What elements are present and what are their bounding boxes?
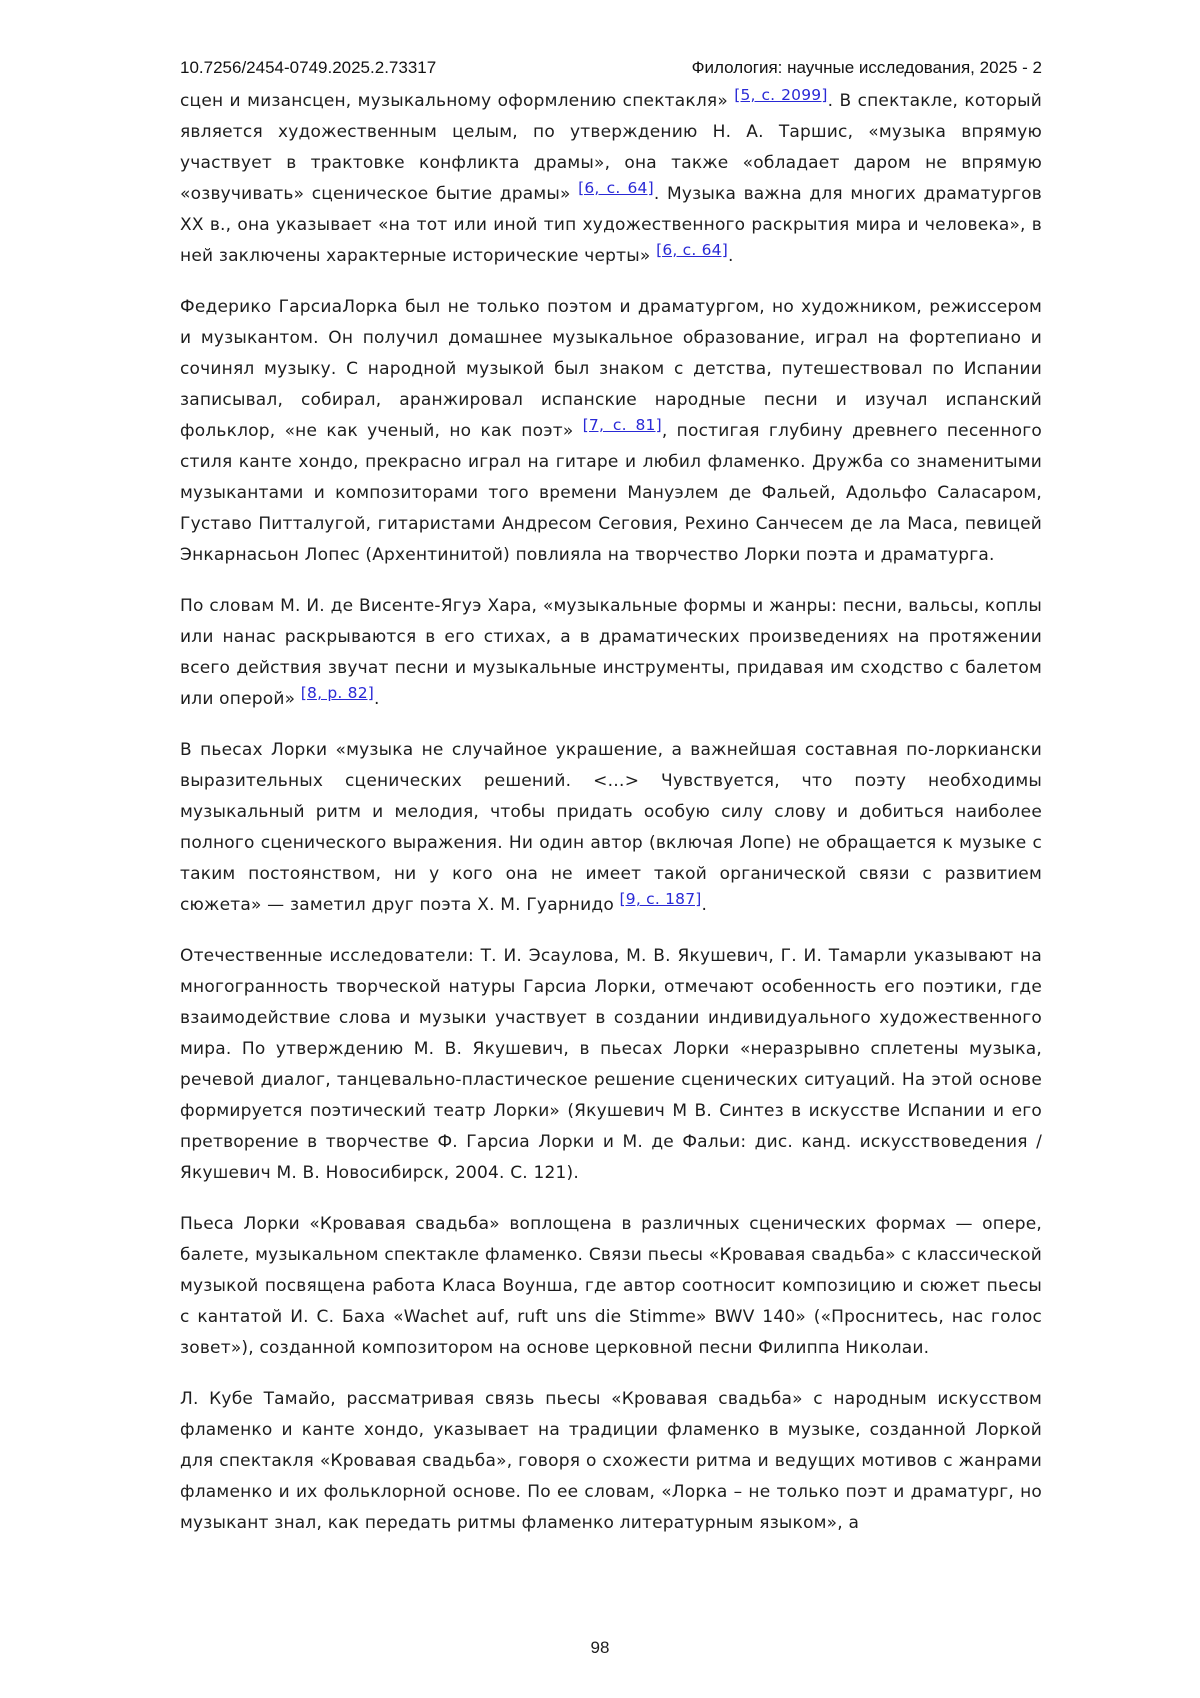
paragraph: [180, 941, 1042, 1189]
page-number: 98: [590, 1638, 610, 1657]
paragraph: [180, 292, 1042, 571]
paragraph: [180, 1209, 1042, 1364]
text-run: .: [374, 689, 380, 709]
text-run: Федерико ГарсиаЛорка был не только поэтом и драматургом, но художником, режиссером и музыкантом. Он получил домашнее музыкальное образование, играл на фортепиано и сочинял музыку. С народной музыкой был знаком с детства, путешествовал по Испании записывал, собирал, аранжировал испанские народные песни и изучал испанский фольклор, «не как ученый, но как поэт»: [180, 297, 1042, 441]
citation-link[interactable]: [8, p. 82]: [300, 684, 375, 702]
text-run: , постигая глубину древнего песенного стиля канте хондо, прекрасно играл на гитаре и любил фламенко. Дружба со знаменитыми музыкантами и композиторами того времени Мануэлем де Фальей, Адольфо Саласаром, Густаво Питталугой, гитаристами Андресом Сеговия, Рехино Санчесем де ла Маса, певицей Энкарнасьон Лопес (Архентинитой) повлияла на творчество Лорки поэта и драматурга.: [180, 421, 1042, 565]
header-journal-title: Филология: научные исследования, 2025 - 2: [691, 58, 1042, 77]
citation-link[interactable]: [7, с. 81]: [582, 416, 662, 434]
paragraph: [180, 591, 1042, 715]
text-run: По словам М. И. де Висенте-Ягуэ Хара, «музыкальные формы и жанры: песни, вальсы, коплы или нанас раскрываются в его стихах, а в драматических произведениях на протяжении всего действия звучат песни и музыкальные инструменты, придавая им сходство с балетом или оперой»: [180, 596, 1042, 709]
header-doi: 10.7256/2454-0749.2025.2.73317: [180, 58, 437, 77]
paragraph: [180, 1384, 1042, 1539]
citation-link[interactable]: [6, с. 64]: [578, 179, 654, 197]
text-run: В пьесах Лорки «музыка не случайное украшение, а важнейшая составная по-лоркиански выразительных сценических решений. <…> Чувствуется, что поэту необходимы музыкальный ритм и мелодия, чтобы придать особую силу слову и добиться наиболее полного сценического выражения. Ни один автор (включая Лопе) не обращается к музыке с таким постоянством, ни у кого она не имеет такой органической связи с развитием сюжета» — заметил друг поэта Х. М. Гуарнидо: [180, 740, 1042, 915]
text-run: Л. Кубе Тамайо, рассматривая связь пьесы «Кровавая свадьба» с народным искусством фламенко и канте хондо, указывает на традиции фламенко в музыке, созданной Лоркой для спектакля «Кровавая свадьба», говоря о схожести ритма и ведущих мотивов с жанрами фламенко и их фольклорной основе. По ее словам, «Лорка – не только поэт и драматург, но музыкант знал, как передать ритмы фламенко литературным языком», а: [180, 1389, 1042, 1533]
paragraph: [180, 735, 1042, 921]
text-run: . В спектакле, который является художественным целым, по утверждению Н. А. Таршис, «музыка впрямую участвует в трактовке конфликта драмы», она также «обладает даром не впрямую «озвучивать» сценическое бытие драмы»: [180, 91, 1042, 204]
citation-link[interactable]: [6, с. 64]: [656, 241, 728, 259]
text-run: .: [701, 895, 708, 915]
citation-link[interactable]: [5, с. 2099]: [734, 86, 828, 104]
page-header: [180, 58, 1042, 78]
text-run: Пьеса Лорки «Кровавая свадьба» воплощена в различных сценических формах — опере, балете, музыкальном спектакле фламенко. Связи пьесы «Кровавая свадьба» с классической музыкой посвящена работа Класа Воунша, где автор соотносит композицию и сюжет пьесы с кантатой И. С. Баха «Wachet auf, ruft uns die Stimme» BWV 140» («Проснитесь, нас голос зовет»), созданной композитором на основе церковной песни Филиппа Николаи.: [180, 1214, 1042, 1358]
page-footer: [0, 1638, 1200, 1658]
paragraph: [180, 86, 1042, 272]
citation-link[interactable]: [9, с. 187]: [619, 890, 702, 908]
text-run: . Музыка важна для многих драматургов XX в., она указывает «на тот или иной тип художественного раскрытия мира и человека», в ней заключены характерные исторические черты»: [180, 184, 1042, 266]
article-body: [180, 86, 1042, 1559]
text-run: .: [728, 246, 734, 266]
text-run: сцен и мизансцен, музыкальному оформлению спектакля»: [180, 91, 735, 111]
text-run: Отечественные исследователи: Т. И. Эсаулова, М. В. Якушевич, Г. И. Тамарли указывают на многогранность творческой натуры Гарсиа Лорки, отмечают особенность его поэтики, где взаимодействие слова и музыки участвует в создании индивидуального художественного мира. По утверждению М. В. Якушевич, в пьесах Лорки «неразрывно сплетены музыка, речевой диалог, танцевально-пластическое решение сценических ситуаций. На этой основе формируется поэтический театр Лорки» (Якушевич М В. Синтез в искусстве Испании и его претворение в творчестве Ф. Гарсиа Лорки и М. де Фальи: дис. канд. искусствоведения / Якушевич М. В. Новосибирск, 2004. С. 121).: [180, 946, 1042, 1183]
